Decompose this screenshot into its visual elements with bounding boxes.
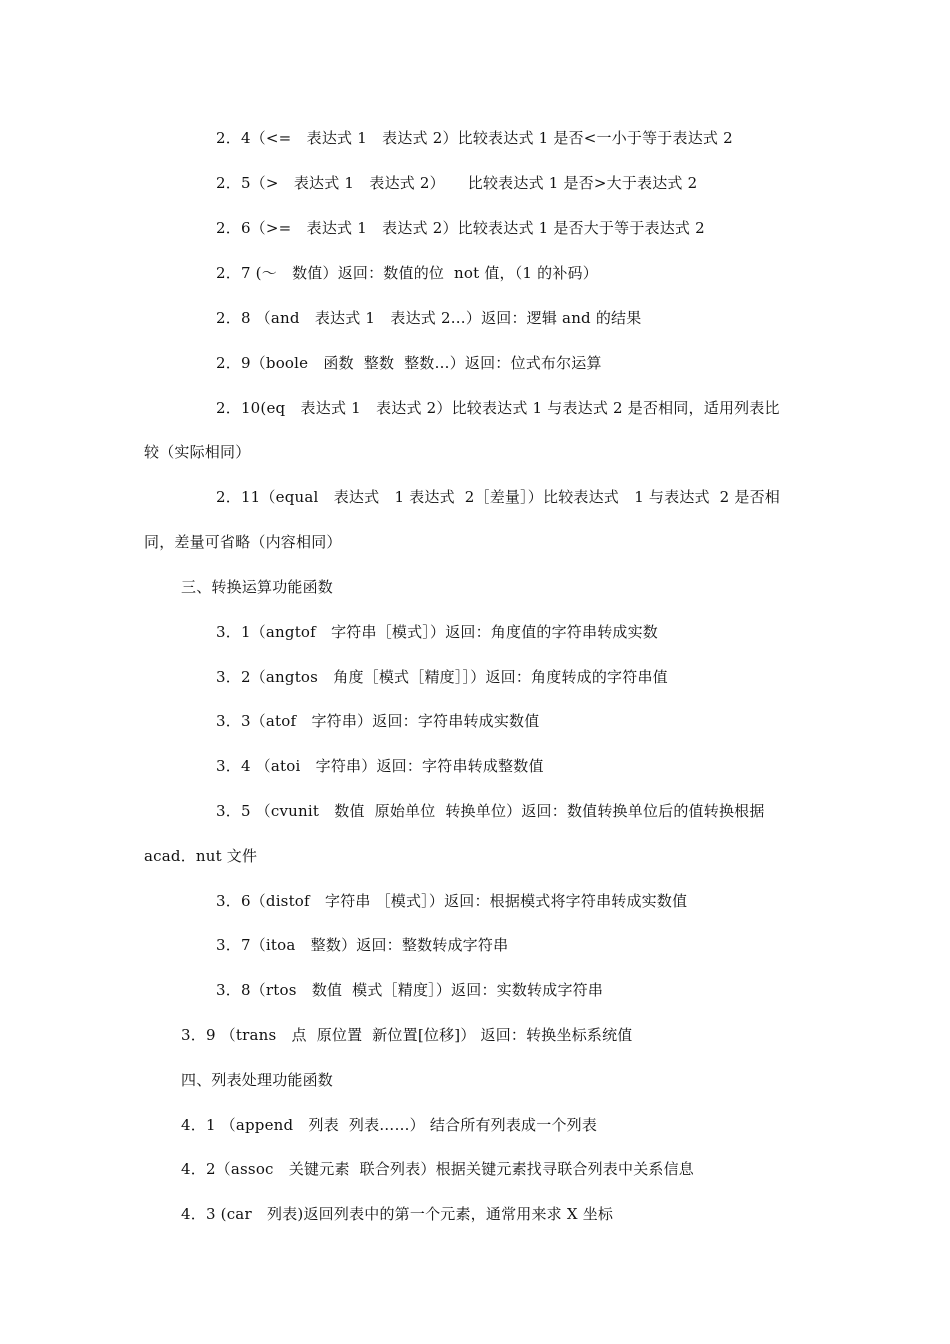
text-line-2-5: 2．5（> 表达式 1 表达式 2） 比较表达式 1 是否>大于表达式 2 bbox=[216, 174, 698, 192]
text-line-3-7: 3．7（itoa 整数）返回：整数转成字符串 bbox=[216, 936, 509, 954]
text-line-3-5: 3．5 （cvunit 数值 原始单位 转换单位）返回：数值转换单位后的值转换根据 bbox=[216, 802, 765, 820]
text-line-2-7: 2．7 (～ 数值）返回：数值的位 not 值，（1 的补码） bbox=[216, 264, 598, 282]
text-line-3-6: 3．6（distof 字符串 ［模式］）返回：根据模式将字符串转成实数值 bbox=[216, 892, 688, 910]
text-line-3-8: 3．8（rtos 数值 模式［精度］）返回：实数转成字符串 bbox=[216, 981, 604, 999]
text-line-2-9: 2．9（boole 函数 整数 整数…）返回：位式布尔运算 bbox=[216, 354, 602, 372]
text-line-2-10: 2．10(eq 表达式 1 表达式 2）比较表达式 1 与表达式 2 是否相同，适用列表比 bbox=[216, 399, 780, 417]
text-line-2-4: 2．4（<= 表达式 1 表达式 2）比较表达式 1 是否<一小于等于表达式 2 bbox=[216, 129, 733, 147]
text-line-4-3: 4．3 (car 列表)返回列表中的第一个元素，通常用来求 X 坐标 bbox=[181, 1205, 614, 1223]
text-line-2-8: 2．8 （and 表达式 1 表达式 2…）返回：逻辑 and 的结果 bbox=[216, 309, 642, 327]
text-line-2-10-cont: 较（实际相同） bbox=[144, 443, 251, 461]
section-heading-4: 四、列表处理功能函数 bbox=[181, 1071, 334, 1089]
text-line-2-11-cont: 同，差量可省略（内容相同） bbox=[144, 533, 342, 551]
text-line-3-4: 3．4 （atoi 字符串）返回：字符串转成整数值 bbox=[216, 757, 544, 775]
text-line-3-3: 3．3（atof 字符串）返回：字符串转成实数值 bbox=[216, 712, 540, 730]
text-line-4-1: 4．1 （append 列表 列表……） 结合所有列表成一个列表 bbox=[181, 1116, 598, 1134]
text-line-4-2: 4．2（assoc 关键元素 联合列表）根据关键元素找寻联合列表中关系信息 bbox=[181, 1160, 694, 1178]
section-heading-3: 三、转换运算功能函数 bbox=[181, 578, 334, 596]
text-line-2-6: 2．6（>= 表达式 1 表达式 2）比较表达式 1 是否大于等于表达式 2 bbox=[216, 219, 705, 237]
text-line-3-1: 3．1（angtof 字符串［模式］）返回：角度值的字符串转成实数 bbox=[216, 623, 659, 641]
text-line-3-9: 3．9 （trans 点 原位置 新位置[位移]） 返回：转换坐标系统值 bbox=[181, 1026, 633, 1044]
text-line-3-5-cont: acad．nut 文件 bbox=[144, 847, 258, 865]
text-line-2-11: 2．11（equal 表达式 1 表达式 2［差量］）比较表达式 1 与表达式 2 是否相 bbox=[216, 488, 780, 506]
text-line-3-2: 3．2（angtos 角度［模式［精度］］）返回：角度转成的字符串值 bbox=[216, 668, 668, 686]
